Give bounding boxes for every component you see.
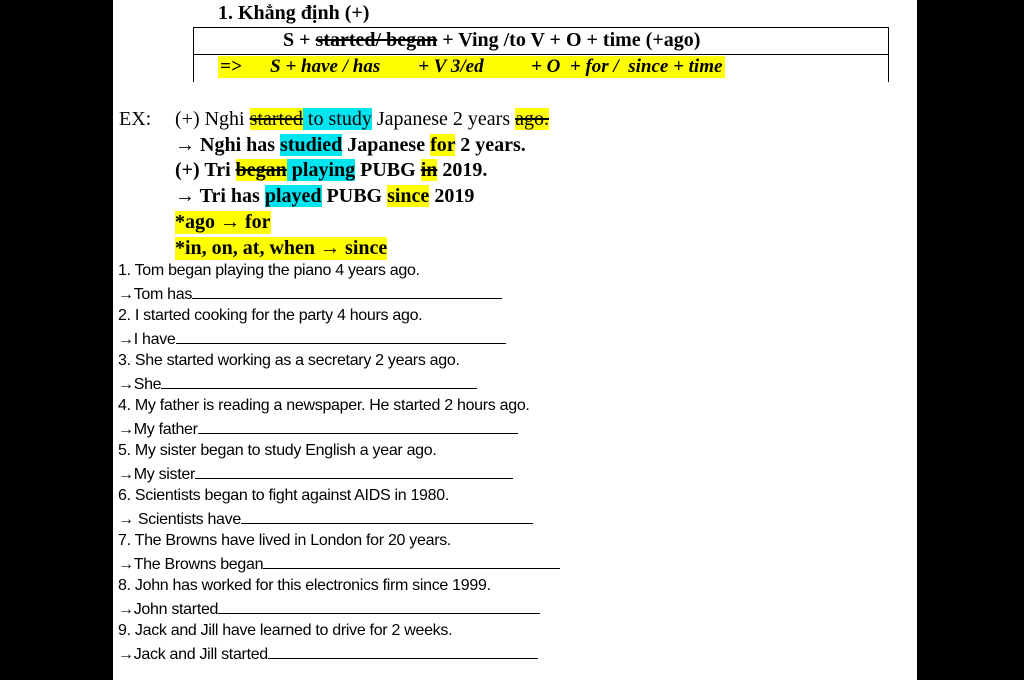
- exercise-question: 2. I started cooking for the party 4 hours ago.: [118, 307, 423, 324]
- example-4-end: 2019: [429, 185, 475, 207]
- exercise-answer-prompt: →The Browns began: [118, 556, 264, 573]
- example-2-highlight: studied: [280, 134, 343, 156]
- exercise-answer-prompt: →She: [118, 376, 162, 393]
- exercise-question: 1. Tom began playing the piano 4 years ago.: [118, 262, 420, 279]
- exercise-answer-line: [118, 329, 506, 349]
- exercise-answer-line: [118, 374, 477, 394]
- exercise-answer-prompt: →My sister: [118, 466, 196, 483]
- formula-table: [193, 27, 889, 82]
- answer-blank[interactable]: [176, 329, 506, 344]
- answer-blank[interactable]: [218, 599, 540, 614]
- exercise-question: 8. John has worked for this electronics firm since 1999.: [118, 577, 491, 594]
- exercise-question: 9. Jack and Jill have learned to drive for 2 weeks.: [118, 622, 453, 639]
- example-3-struck: began: [235, 159, 287, 181]
- exercise-question: 4. My father is reading a newspaper. He started 2 hours ago.: [118, 397, 530, 414]
- exercise-answer-line: [118, 599, 540, 619]
- answer-blank[interactable]: [241, 509, 533, 524]
- example-3-highlight: playing: [286, 159, 356, 181]
- example-1-struck-2: ago.: [515, 108, 549, 130]
- example-3-end: 2019.: [437, 159, 488, 181]
- example-4-mid: PUBG: [321, 185, 388, 207]
- example-1-mid: Japanese 2 years: [371, 108, 516, 130]
- formula-line-1: [283, 29, 700, 52]
- example-2-pre: → Nghi has: [175, 134, 281, 156]
- answer-blank[interactable]: [192, 284, 502, 299]
- ex-label: EX:: [119, 108, 152, 130]
- exercise-question: 5. My sister began to study English a year ago.: [118, 442, 437, 459]
- exercise-answer-prompt: →John started: [118, 601, 219, 618]
- exercise-question: 7. The Browns have lived in London for 20 years.: [118, 532, 452, 549]
- section-heading: 1. Khẳng định (+): [218, 2, 370, 24]
- answer-blank[interactable]: [263, 554, 560, 569]
- exercise-answer-line: [118, 284, 502, 304]
- rule-since: *in, on, at, when → since: [175, 237, 388, 259]
- exercise-answer-prompt: →Tom has: [118, 286, 193, 303]
- rule-ago-for: *ago → for: [175, 211, 271, 233]
- document-page: [113, 0, 917, 680]
- example-4: [175, 185, 474, 208]
- example-3: [175, 159, 487, 182]
- example-3-pre: (+) Tri: [175, 159, 236, 181]
- example-3-mid: PUBG: [355, 159, 421, 181]
- example-2: [175, 134, 526, 157]
- exercise-answer-prompt: →I have: [118, 331, 176, 348]
- example-4-pre: → Tri has: [175, 185, 265, 207]
- example-2-mid: Japanese: [342, 134, 431, 156]
- formula-struck-verbs: started/ began: [315, 29, 438, 51]
- exercise-answer-line: [118, 644, 538, 664]
- example-1: [175, 108, 549, 131]
- formula-rest: + Ving /to V + O + time (+ago): [437, 29, 701, 51]
- example-2-highlight-2: for: [430, 134, 456, 156]
- example-4-highlight: played: [264, 185, 322, 207]
- exercise-answer-prompt: →My father: [118, 421, 198, 438]
- example-4-highlight-2: since: [387, 185, 430, 207]
- exercise-answer-line: [118, 464, 513, 484]
- exercise-answer-line: [118, 509, 533, 529]
- exercise-answer-prompt: → Scientists have: [118, 511, 241, 528]
- example-3-struck-2: in: [420, 159, 438, 181]
- answer-blank[interactable]: [195, 464, 513, 479]
- example-1-highlight: to study: [302, 108, 372, 130]
- answer-blank[interactable]: [161, 374, 477, 389]
- exercise-answer-prompt: →Jack and Jill started: [118, 646, 268, 663]
- formula-line-2: => S + have / has + V 3/ed + O + for / since + time: [218, 56, 725, 78]
- answer-blank[interactable]: [268, 644, 538, 659]
- answer-blank[interactable]: [198, 419, 518, 434]
- exercise-question: 6. Scientists began to fight against AIDS in 1980.: [118, 487, 450, 504]
- example-2-end: 2 years.: [455, 134, 526, 156]
- formula-subject: S +: [283, 29, 316, 51]
- example-1-struck: started: [249, 108, 303, 130]
- exercise-answer-line: [118, 419, 518, 439]
- exercise-question: 3. She started working as a secretary 2 years ago.: [118, 352, 460, 369]
- example-1-pre: (+) Nghi: [175, 108, 250, 130]
- exercise-answer-line: [118, 554, 560, 574]
